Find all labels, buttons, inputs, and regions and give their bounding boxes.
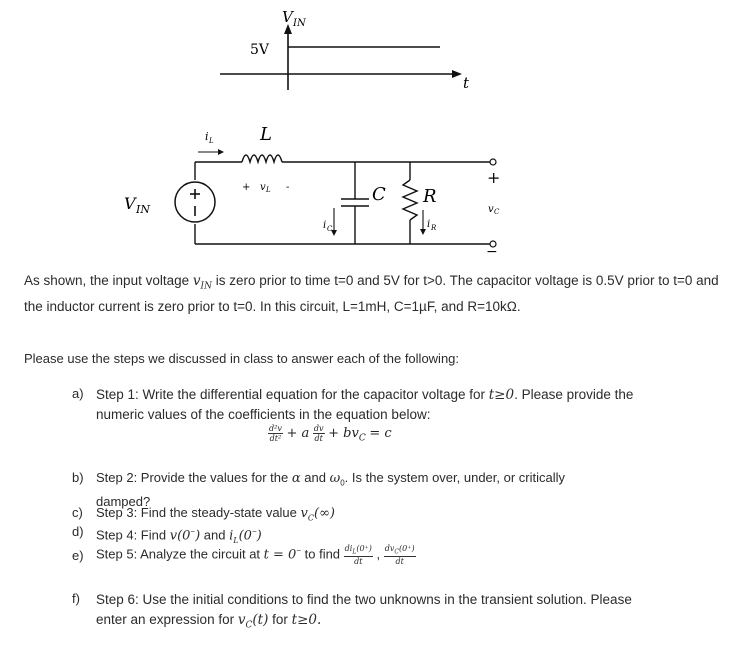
step-a-text <box>96 385 656 424</box>
step-f-expr-arg: (t) <box>252 612 269 628</box>
eq-rest: + bv <box>328 425 359 441</box>
intro-text-b: is zero prior to time t=0 and 5V for t>0. The capacitor voltage is 0.5V prior to t=0 and the inductor current is zero prior to t=0. In this circuit, L=1mH, C=1µF, and R=10kΩ. <box>24 273 719 314</box>
step-c-expr: v <box>300 506 308 521</box>
x-axis-label: t <box>463 74 470 92</box>
step-a-text-2: . Please provide the numeric values of the coefficients in the equation below: <box>96 387 634 422</box>
eq-second-derivative <box>268 424 283 443</box>
step-b-text-1: Step 2: Provide the values for the <box>96 470 289 485</box>
step-e-frac2-den: dt <box>395 557 404 567</box>
step-e-frac2-arg: (0⁺) <box>399 543 415 553</box>
step-e-time: t = 0 <box>263 547 297 563</box>
intro-text-a: As shown, the input voltage <box>24 273 190 288</box>
step-c-label: Step 3: Find the steady-state value <box>96 505 297 520</box>
level-label: 5V <box>250 42 270 58</box>
inductor-coil <box>242 155 282 162</box>
step-e-frac1-num: di <box>344 543 353 553</box>
eq-first-derivative <box>313 424 325 443</box>
vl-plus: + <box>242 182 251 193</box>
il-arrow-icon <box>218 149 224 155</box>
output-terminal-top <box>490 159 496 165</box>
ir-label-sub: R <box>431 224 437 232</box>
eq-d2-den: dt² <box>269 434 282 443</box>
intro-var-sub: IN <box>200 281 212 292</box>
eq-equals: = c <box>369 425 392 441</box>
il-label-sub: L <box>209 137 214 145</box>
step-e-marker: e) <box>72 548 84 563</box>
step-f-for: for <box>272 612 288 627</box>
differential-equation <box>268 424 392 444</box>
step-b-marker: b) <box>72 470 84 485</box>
step-f-text <box>96 590 656 636</box>
vl-label: v <box>260 182 266 193</box>
step-c-expr-sub: C <box>307 513 315 523</box>
step-e-frac2-sub: C <box>394 548 400 556</box>
ic-label: i <box>323 220 327 231</box>
step-b-text-2: . Is the system over, under, or critically damped? <box>96 470 566 509</box>
step-a-text-1: Step 1: Write the differential equation for the capacitor voltage for <box>96 387 485 402</box>
step-f-expr: v <box>237 612 246 628</box>
step-a-marker: a) <box>72 386 84 401</box>
resistor-zigzag <box>403 180 417 220</box>
step-c-expr-arg: (∞) <box>314 506 335 521</box>
ir-label: i <box>427 219 431 230</box>
vl-label-sub: L <box>266 186 271 194</box>
output-plus: + <box>487 168 501 187</box>
resistor-label: R <box>423 186 437 207</box>
step-d-expr2-sub: L <box>233 535 239 545</box>
vl-minus: - <box>286 182 290 193</box>
output-voltage-sub: C <box>494 208 500 216</box>
step-f-marker: f) <box>72 591 80 606</box>
step-b-text: Step 2: Provide the values for the α and $\omega_0$. Is the system over, under, or critically damped? <box>96 470 566 509</box>
eq-d2-num: d²v <box>269 424 282 433</box>
step-e-frac-il <box>344 544 373 567</box>
step-e-text: Step 5: Analyze the circuit at t = 0− to find $\frac{di_L(0^+)}{dt}$ , $\frac{dv_C(0^+)}{dt}$ <box>96 543 415 567</box>
step-e-frac1-sub: L <box>352 548 357 556</box>
problem-intro <box>24 271 724 317</box>
eq-plus-a: + a <box>286 425 310 441</box>
step-e-frac2-num: dv <box>384 543 395 553</box>
intro-var: v <box>192 273 201 289</box>
il-label: i <box>205 130 209 143</box>
step-e-label: Step 5: Analyze the circuit at <box>96 546 261 562</box>
step-b-omega: ω <box>329 471 341 486</box>
instructions: Please use the steps we discussed in class to answer each of the following: <box>24 351 460 366</box>
step-b-alpha: α <box>291 471 301 486</box>
step-d-expr2-arg: (0 <box>238 528 252 544</box>
step-e-frac1-arg: (0⁺) <box>356 543 372 553</box>
step-a-cond: t≥0 <box>488 387 515 403</box>
input-voltage-graph <box>200 0 500 100</box>
output-voltage: v <box>488 204 494 215</box>
ic-label-sub: C <box>327 225 333 233</box>
inductor-label: L <box>260 124 272 145</box>
step-f-text-1: Step 6: Use the initial conditions to find the two unknowns in the transient solution. Please enter an expression for <box>96 592 632 627</box>
step-d-label: Step 4: Find <box>96 527 167 543</box>
rlc-circuit <box>110 110 530 260</box>
y-axis-label: V <box>282 8 293 26</box>
x-axis-arrow-icon <box>452 70 462 78</box>
step-e-frac1-den: dt <box>354 557 363 567</box>
eq-rest-sub: C <box>358 433 366 444</box>
step-e-frac-vc <box>384 544 416 567</box>
capacitor-label: C <box>372 184 386 205</box>
step-b-and: and <box>304 470 326 485</box>
step-e-to-find: to find <box>304 546 341 562</box>
step-f-cond: t≥0. <box>291 612 322 628</box>
step-d-expr1: v(0 <box>169 528 191 544</box>
step-f-expr-sub: C <box>245 620 253 631</box>
y-axis-label-sub: IN <box>293 18 306 29</box>
step-d-text: Step 4: Find v(0−) and $i_L(0^-)$ <box>96 527 262 545</box>
source-label: V <box>124 194 136 213</box>
ir-arrow-icon <box>420 229 426 235</box>
step-d-marker: d) <box>72 524 84 539</box>
source-label-sub: IN <box>136 203 150 216</box>
step-d-expr2: i <box>229 528 234 544</box>
step-c-marker: c) <box>72 505 83 520</box>
eq-d1-den: dt <box>314 434 323 443</box>
eq-d1-num: dv <box>313 424 324 433</box>
step-d-and: and <box>203 527 226 543</box>
output-minus: − <box>486 244 498 260</box>
